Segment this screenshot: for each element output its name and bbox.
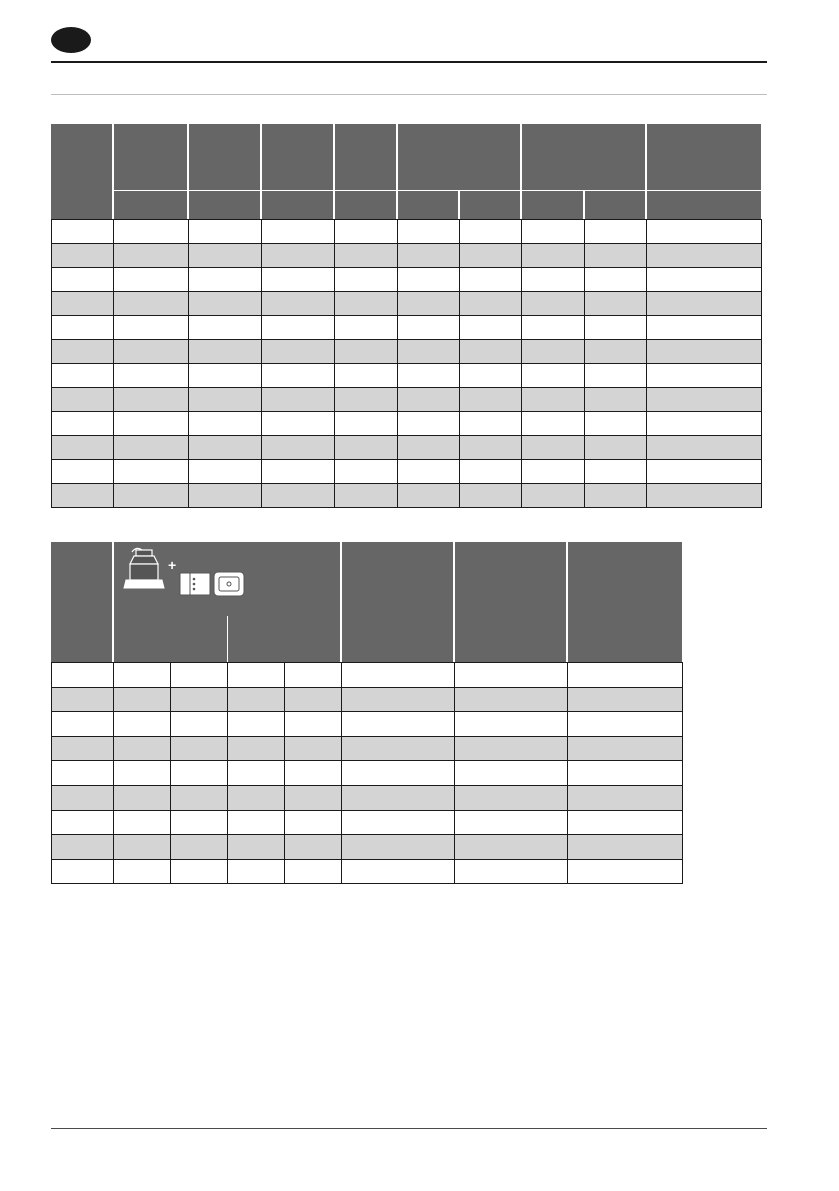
table-row [52, 460, 762, 484]
table-cell [262, 436, 335, 460]
table-cell [52, 460, 114, 484]
table-cell [52, 388, 114, 412]
table-cell [460, 220, 522, 244]
table-cell [455, 859, 568, 884]
table-cell [262, 412, 335, 436]
table-cell [568, 785, 683, 810]
table1 [51, 219, 762, 508]
table-cell [262, 388, 335, 412]
table-cell [398, 388, 460, 412]
table-cell [171, 663, 228, 688]
table-cell [189, 388, 262, 412]
table-cell [52, 340, 114, 364]
table-cell [114, 835, 171, 860]
table-cell [114, 712, 171, 737]
table-cell [285, 687, 342, 712]
table-row [52, 484, 762, 508]
table-cell [228, 785, 285, 810]
table-cell [52, 268, 114, 292]
table-cell [114, 364, 189, 388]
table-cell [285, 859, 342, 884]
table-cell [398, 460, 460, 484]
table-cell [585, 220, 647, 244]
table-cell [585, 340, 647, 364]
table-cell [189, 340, 262, 364]
table-cell [568, 810, 683, 835]
table-cell [189, 292, 262, 316]
table-cell [342, 736, 455, 761]
table-cell [114, 484, 189, 508]
table-cell [342, 761, 455, 786]
table-row [52, 663, 683, 688]
table-cell [398, 412, 460, 436]
table-cell [189, 316, 262, 340]
table-cell [52, 412, 114, 436]
table-cell [460, 388, 522, 412]
table-cell [568, 859, 683, 884]
table-cell [52, 859, 114, 884]
table-cell [114, 859, 171, 884]
table-cell [455, 785, 568, 810]
table-cell [342, 663, 455, 688]
table-row [52, 687, 683, 712]
table-cell [171, 761, 228, 786]
table-cell [114, 412, 189, 436]
table-cell [171, 859, 228, 884]
table-cell [285, 761, 342, 786]
table-cell [335, 316, 398, 340]
table-cell [52, 663, 114, 688]
table-cell [398, 244, 460, 268]
table-cell [585, 484, 647, 508]
table-cell [52, 712, 114, 737]
table-cell [52, 316, 114, 340]
table-cell [189, 268, 262, 292]
table-cell [262, 364, 335, 388]
table-cell [52, 484, 114, 508]
table-cell [647, 292, 762, 316]
table-row [52, 859, 683, 884]
table-cell [460, 268, 522, 292]
table-cell [398, 316, 460, 340]
table-cell [114, 785, 171, 810]
table-cell [460, 340, 522, 364]
table-cell [189, 364, 262, 388]
table-cell [228, 859, 285, 884]
table-cell [568, 687, 683, 712]
table-cell [228, 761, 285, 786]
table-cell [460, 484, 522, 508]
language-badge [51, 27, 91, 53]
table-cell [522, 268, 585, 292]
table-row [52, 316, 762, 340]
table-cell [342, 835, 455, 860]
table-cell [455, 663, 568, 688]
table-cell [52, 292, 114, 316]
table-row [52, 220, 762, 244]
table-cell [189, 412, 262, 436]
table-cell [398, 268, 460, 292]
table-cell [52, 220, 114, 244]
table-cell [228, 835, 285, 860]
table-cell [114, 244, 189, 268]
table-cell [585, 244, 647, 268]
table-cell [335, 412, 398, 436]
table-cell [52, 436, 114, 460]
table-row [52, 244, 762, 268]
table-cell [568, 712, 683, 737]
table-cell [285, 810, 342, 835]
table-cell [342, 810, 455, 835]
table-cell [285, 712, 342, 737]
table-row [52, 835, 683, 860]
table-cell [335, 364, 398, 388]
table-row [52, 388, 762, 412]
table-cell [647, 460, 762, 484]
table-cell [262, 244, 335, 268]
table-cell [585, 268, 647, 292]
table-cell [585, 364, 647, 388]
table-row [52, 761, 683, 786]
table-cell [171, 835, 228, 860]
table-cell [189, 484, 262, 508]
table-cell [228, 663, 285, 688]
table-cell [228, 687, 285, 712]
table-cell [228, 810, 285, 835]
table-cell [585, 316, 647, 340]
table-cell [522, 220, 585, 244]
footer-rule [51, 1128, 767, 1129]
table-cell [114, 220, 189, 244]
table-cell [114, 316, 189, 340]
table-cell [460, 244, 522, 268]
table-cell [52, 364, 114, 388]
table-row [52, 412, 762, 436]
table-cell [398, 292, 460, 316]
table-cell [335, 460, 398, 484]
table-cell [460, 316, 522, 340]
table-cell [647, 340, 762, 364]
table-cell [455, 687, 568, 712]
table-cell [585, 388, 647, 412]
table-cell [647, 436, 762, 460]
table-cell [285, 663, 342, 688]
table-cell [522, 460, 585, 484]
table-row [52, 436, 762, 460]
table-cell [342, 785, 455, 810]
table-cell [647, 412, 762, 436]
table-cell [335, 340, 398, 364]
table-cell [342, 687, 455, 712]
table-cell [568, 663, 683, 688]
table-cell [522, 412, 585, 436]
table-cell [522, 388, 585, 412]
table-cell [398, 436, 460, 460]
table-cell [460, 460, 522, 484]
table-cell [335, 388, 398, 412]
table-cell [568, 736, 683, 761]
table-cell [398, 364, 460, 388]
table-cell [455, 712, 568, 737]
table-cell [171, 785, 228, 810]
table-row [52, 340, 762, 364]
table-cell [189, 244, 262, 268]
table-cell [647, 220, 762, 244]
table-cell [647, 364, 762, 388]
table-cell [455, 835, 568, 860]
table-cell [398, 220, 460, 244]
table-cell [52, 785, 114, 810]
table-cell [114, 810, 171, 835]
table-cell [114, 292, 189, 316]
table-row [52, 292, 762, 316]
table-cell [460, 436, 522, 460]
table2 [51, 662, 683, 884]
table-row [52, 712, 683, 737]
table-cell [335, 292, 398, 316]
table-cell [285, 785, 342, 810]
table-cell [522, 316, 585, 340]
table-cell [335, 436, 398, 460]
table-cell [171, 810, 228, 835]
header-rule [51, 61, 767, 63]
table-cell [647, 484, 762, 508]
table-cell [285, 736, 342, 761]
table-cell [262, 268, 335, 292]
table-cell [647, 316, 762, 340]
table-cell [455, 761, 568, 786]
table-cell [114, 340, 189, 364]
table-cell [114, 761, 171, 786]
table-cell [342, 712, 455, 737]
table-cell [189, 220, 262, 244]
table-cell [522, 484, 585, 508]
table-cell [335, 244, 398, 268]
table-cell [455, 736, 568, 761]
table-cell [522, 436, 585, 460]
winch-plus-motor-icon [122, 546, 250, 600]
table-cell [171, 687, 228, 712]
table-cell [52, 244, 114, 268]
table-cell [114, 736, 171, 761]
table-cell [455, 810, 568, 835]
table-cell [342, 859, 455, 884]
table-cell [189, 460, 262, 484]
table-cell [114, 388, 189, 412]
table-cell [568, 835, 683, 860]
table-cell [335, 268, 398, 292]
table-cell [522, 244, 585, 268]
table-cell [460, 364, 522, 388]
section-rule [51, 94, 767, 95]
table-cell [52, 687, 114, 712]
table-cell [262, 340, 335, 364]
table-cell [522, 364, 585, 388]
table-cell [228, 712, 285, 737]
table-cell [52, 761, 114, 786]
table-cell [460, 292, 522, 316]
table-row [52, 364, 762, 388]
table-cell [114, 268, 189, 292]
table-cell [460, 412, 522, 436]
table-cell [398, 484, 460, 508]
table-cell [262, 220, 335, 244]
table-cell [114, 460, 189, 484]
table-cell [189, 436, 262, 460]
table-row [52, 268, 762, 292]
table-cell [335, 484, 398, 508]
table-cell [585, 460, 647, 484]
table-cell [52, 810, 114, 835]
table-row [52, 810, 683, 835]
table-cell [228, 736, 285, 761]
table-cell [522, 340, 585, 364]
table-cell [647, 244, 762, 268]
table-cell [52, 835, 114, 860]
svg-text:+: + [168, 557, 177, 573]
table-cell [398, 340, 460, 364]
table-cell [585, 436, 647, 460]
table-cell [262, 316, 335, 340]
table-cell [647, 268, 762, 292]
table-cell [262, 460, 335, 484]
table-cell [335, 220, 398, 244]
table-cell [568, 761, 683, 786]
table-cell [585, 412, 647, 436]
table-cell [262, 292, 335, 316]
table-cell [522, 292, 585, 316]
table-cell [171, 712, 228, 737]
table-cell [647, 388, 762, 412]
table-cell [585, 292, 647, 316]
table-cell [285, 835, 342, 860]
table-cell [114, 687, 171, 712]
table-cell [114, 663, 171, 688]
table-cell [52, 736, 114, 761]
table-cell [171, 736, 228, 761]
table-row [52, 785, 683, 810]
table-row [52, 736, 683, 761]
table-cell [262, 484, 335, 508]
table-cell [114, 436, 189, 460]
